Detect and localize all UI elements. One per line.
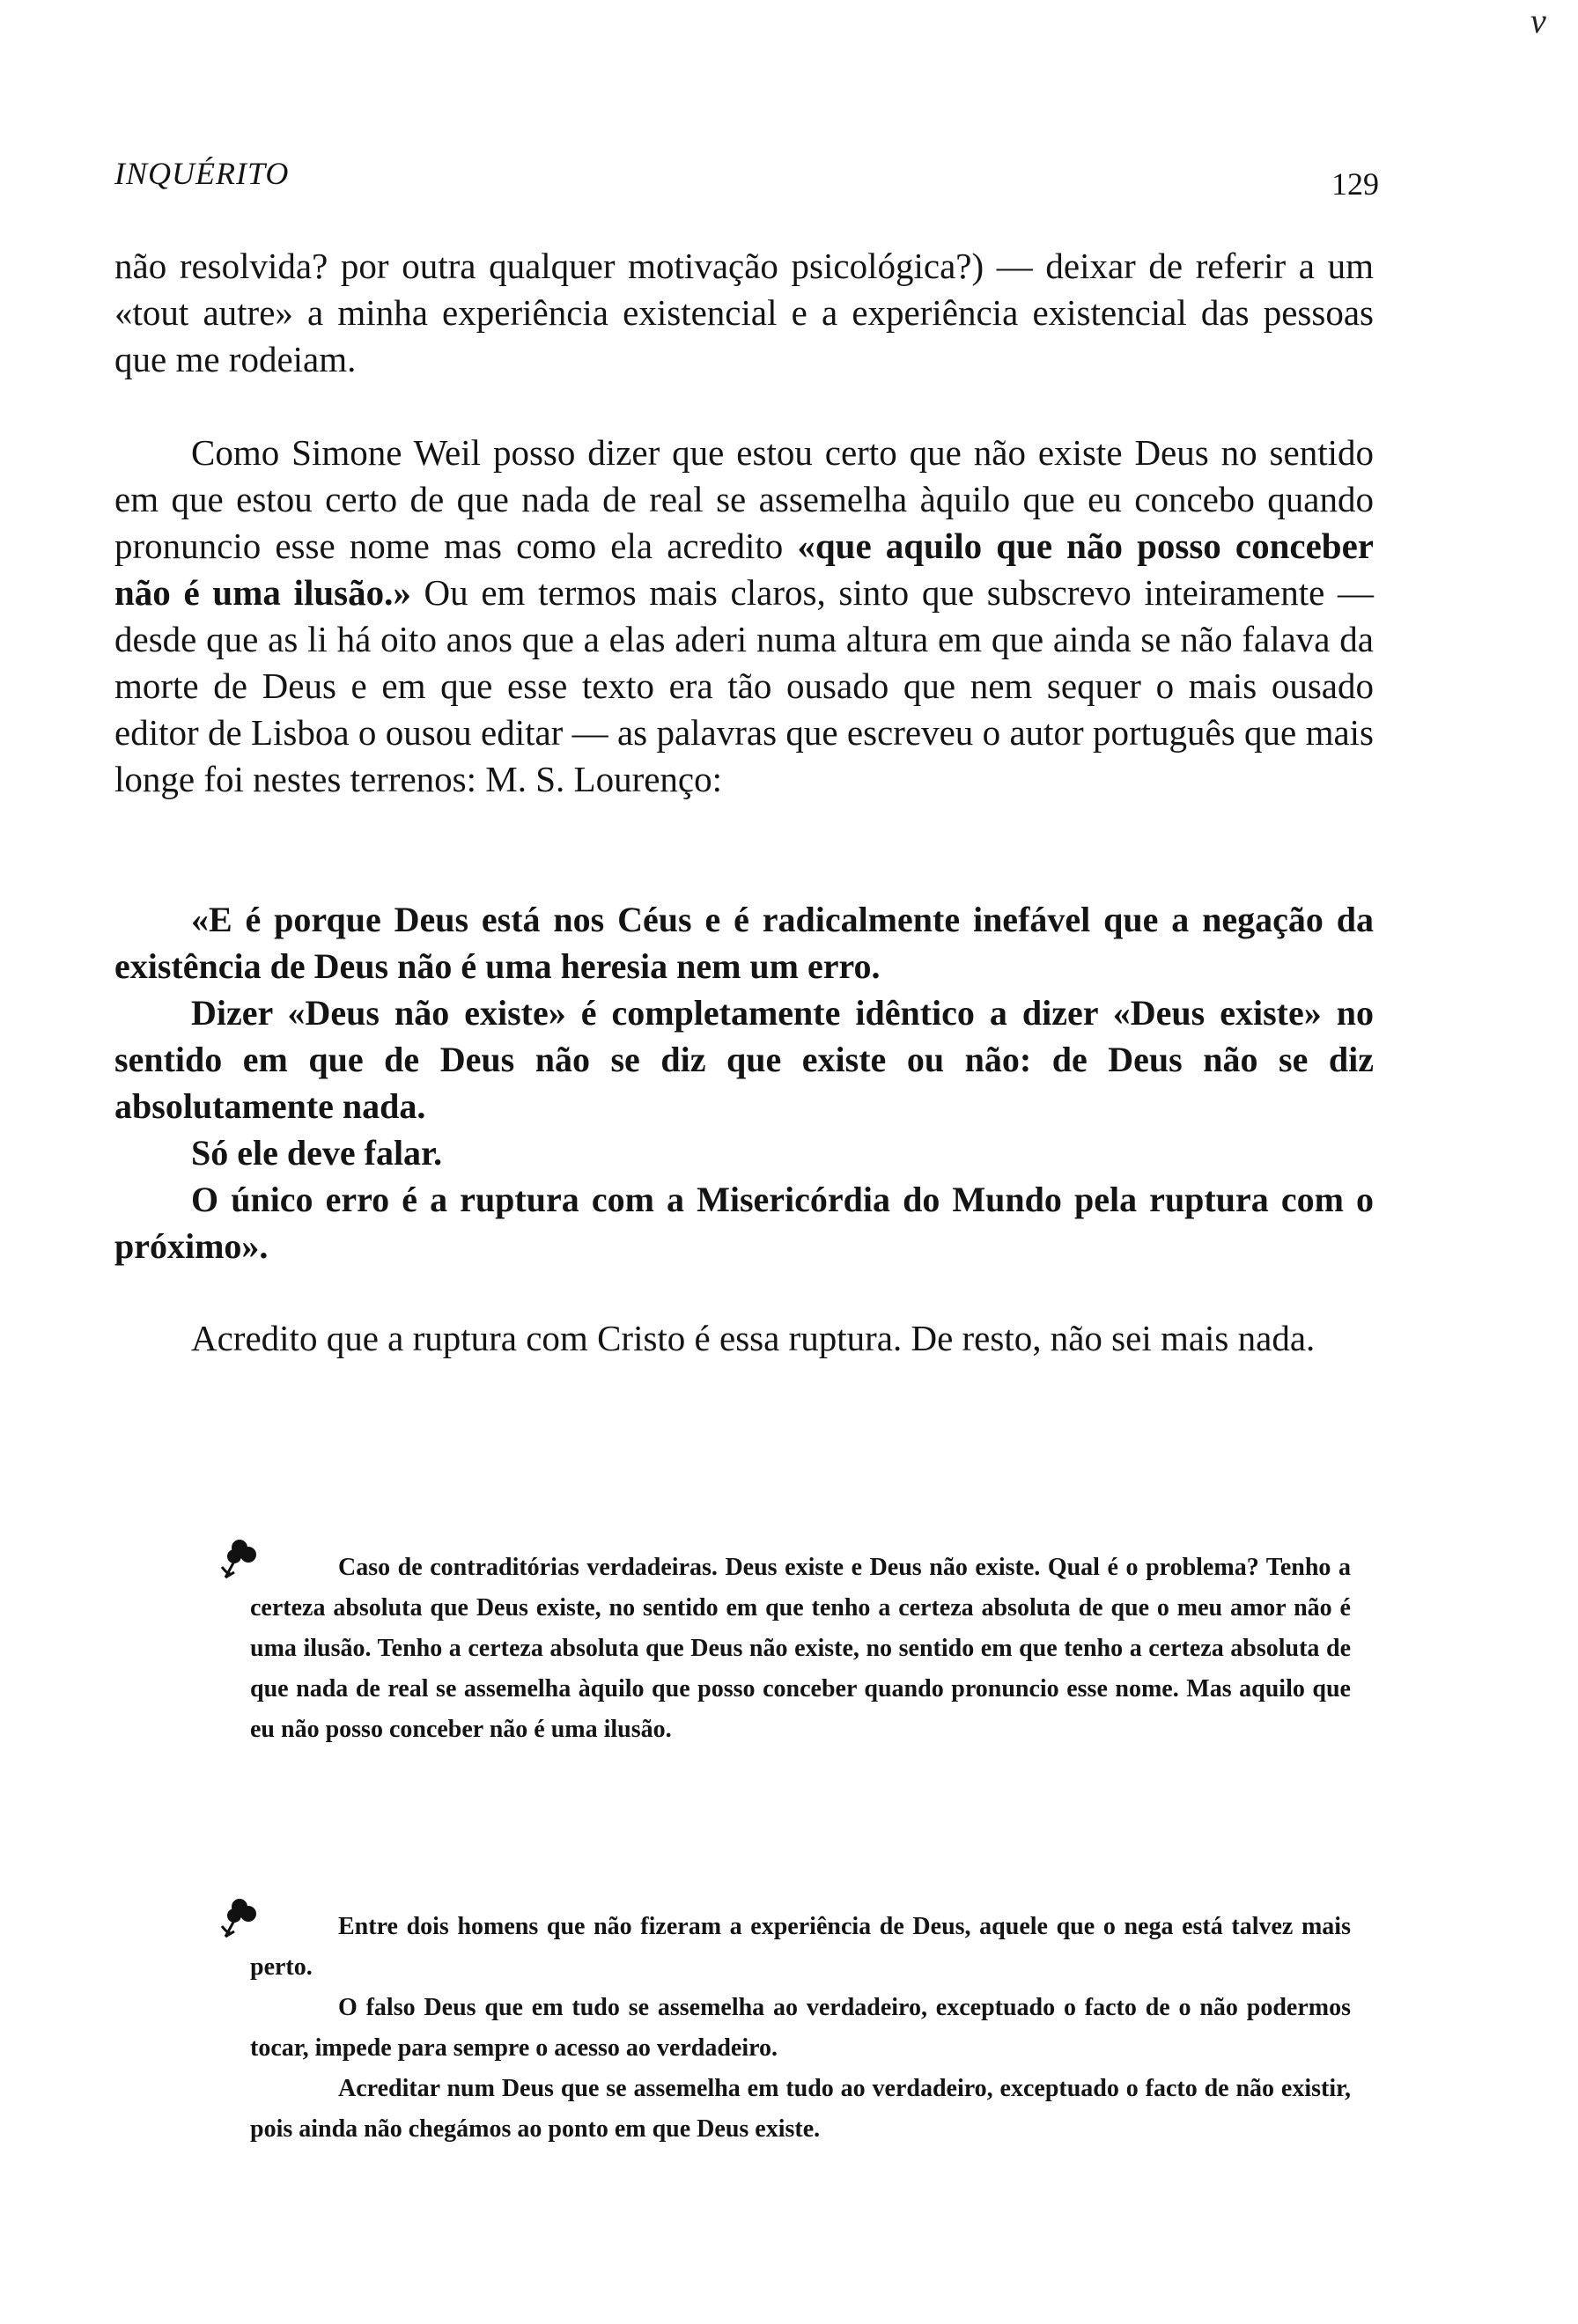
quote-paragraph: «E é porque Deus está nos Céus e é radicalmente inefável que a negação da existência de Deus não é uma heresia nem um erro. — [114, 900, 1374, 986]
handwritten-corner-mark: ᴠ — [1530, 1, 1545, 40]
marginal-note — [250, 1907, 1351, 2150]
block-quotation — [114, 896, 1374, 1269]
leaf-mark-icon — [213, 1894, 262, 1944]
paragraph-simone-weil — [114, 430, 1374, 803]
quote-paragraph: Só ele deve falar. — [191, 1133, 443, 1173]
note-text: O falso Deus que em tudo se assemelha ao verdadeiro, exceptuado o facto de o não podermos tocar, impede para sempre o acesso ao verdadeiro. — [250, 1994, 1351, 2062]
paragraph-continuation: não resolvida? por outra qualquer motivação psicológica?) — deixar de referir a um «tout autre» a minha experiência existencial e a experiência existencial das pessoas que me rodeiam. — [114, 246, 1374, 379]
leaf-mark-icon — [213, 1535, 262, 1585]
note-text: Acreditar num Deus que se assemelha em tudo ao verdadeiro, exceptuado o facto de não existir, pois ainda não chegámos ao ponto em que Deus existe. — [250, 2075, 1351, 2143]
quote-paragraph: O único erro é a ruptura com a Misericórdia do Mundo pela ruptura com o próximo». — [114, 1180, 1374, 1266]
paragraph-conclusion: Acredito que a ruptura com Cristo é essa ruptura. De resto, não sei mais nada. — [191, 1318, 1316, 1358]
note-text: Entre dois homens que não fizeram a experiência de Deus, aquele que o nega está talvez mais perto. — [250, 1913, 1351, 1981]
paragraph-text: Como Simone Weil posso dizer que estou certo que não existe Deus no sentido em que estou certo de que nada de real se assemelha àquilo que eu concebo quando pronuncio esse nome mas como ela acredito — [114, 432, 1374, 566]
bold-quotation: «que aquilo que não posso conceber não é uma ilusão.» — [114, 526, 1374, 613]
page-number: 129 — [1331, 166, 1379, 202]
note-text: Caso de contraditórias verdadeiras. Deus existe e Deus não existe. Qual é o problema? Tenho a certeza absoluta que Deus existe, no sentido em que tenho a certeza absoluta de que o meu amor não é uma ilusão. Tenho a certeza absoluta que Deus não existe, no sentido em que tenho a certeza absoluta de que nada de real se assemelha àquilo que posso conceber quando pronuncio esse nome. Mas aquilo que eu não posso conceber não é uma ilusão. — [250, 1554, 1351, 1743]
paragraph-text: Ou em termos mais claros, sinto que subscrevo inteiramente — desde que as li há oito anos que a elas aderi numa altura em que ainda se não falava da morte de Deus e em que esse texto era tão ousado que nem sequer o mais ousado editor de Lisboa o ousou editar — as palavras que escreveu o autor português que mais longe foi nestes terrenos: M. S. Lourenço: — [114, 572, 1374, 799]
running-head: INQUÉRITO — [114, 156, 290, 191]
marginal-note — [250, 1548, 1351, 1750]
quote-paragraph: Dizer «Deus não existe» é completamente idêntico a dizer «Deus existe» no sentido em que de Deus não se diz que existe ou não: de Deus não se diz absolutamente nada. — [114, 993, 1374, 1126]
